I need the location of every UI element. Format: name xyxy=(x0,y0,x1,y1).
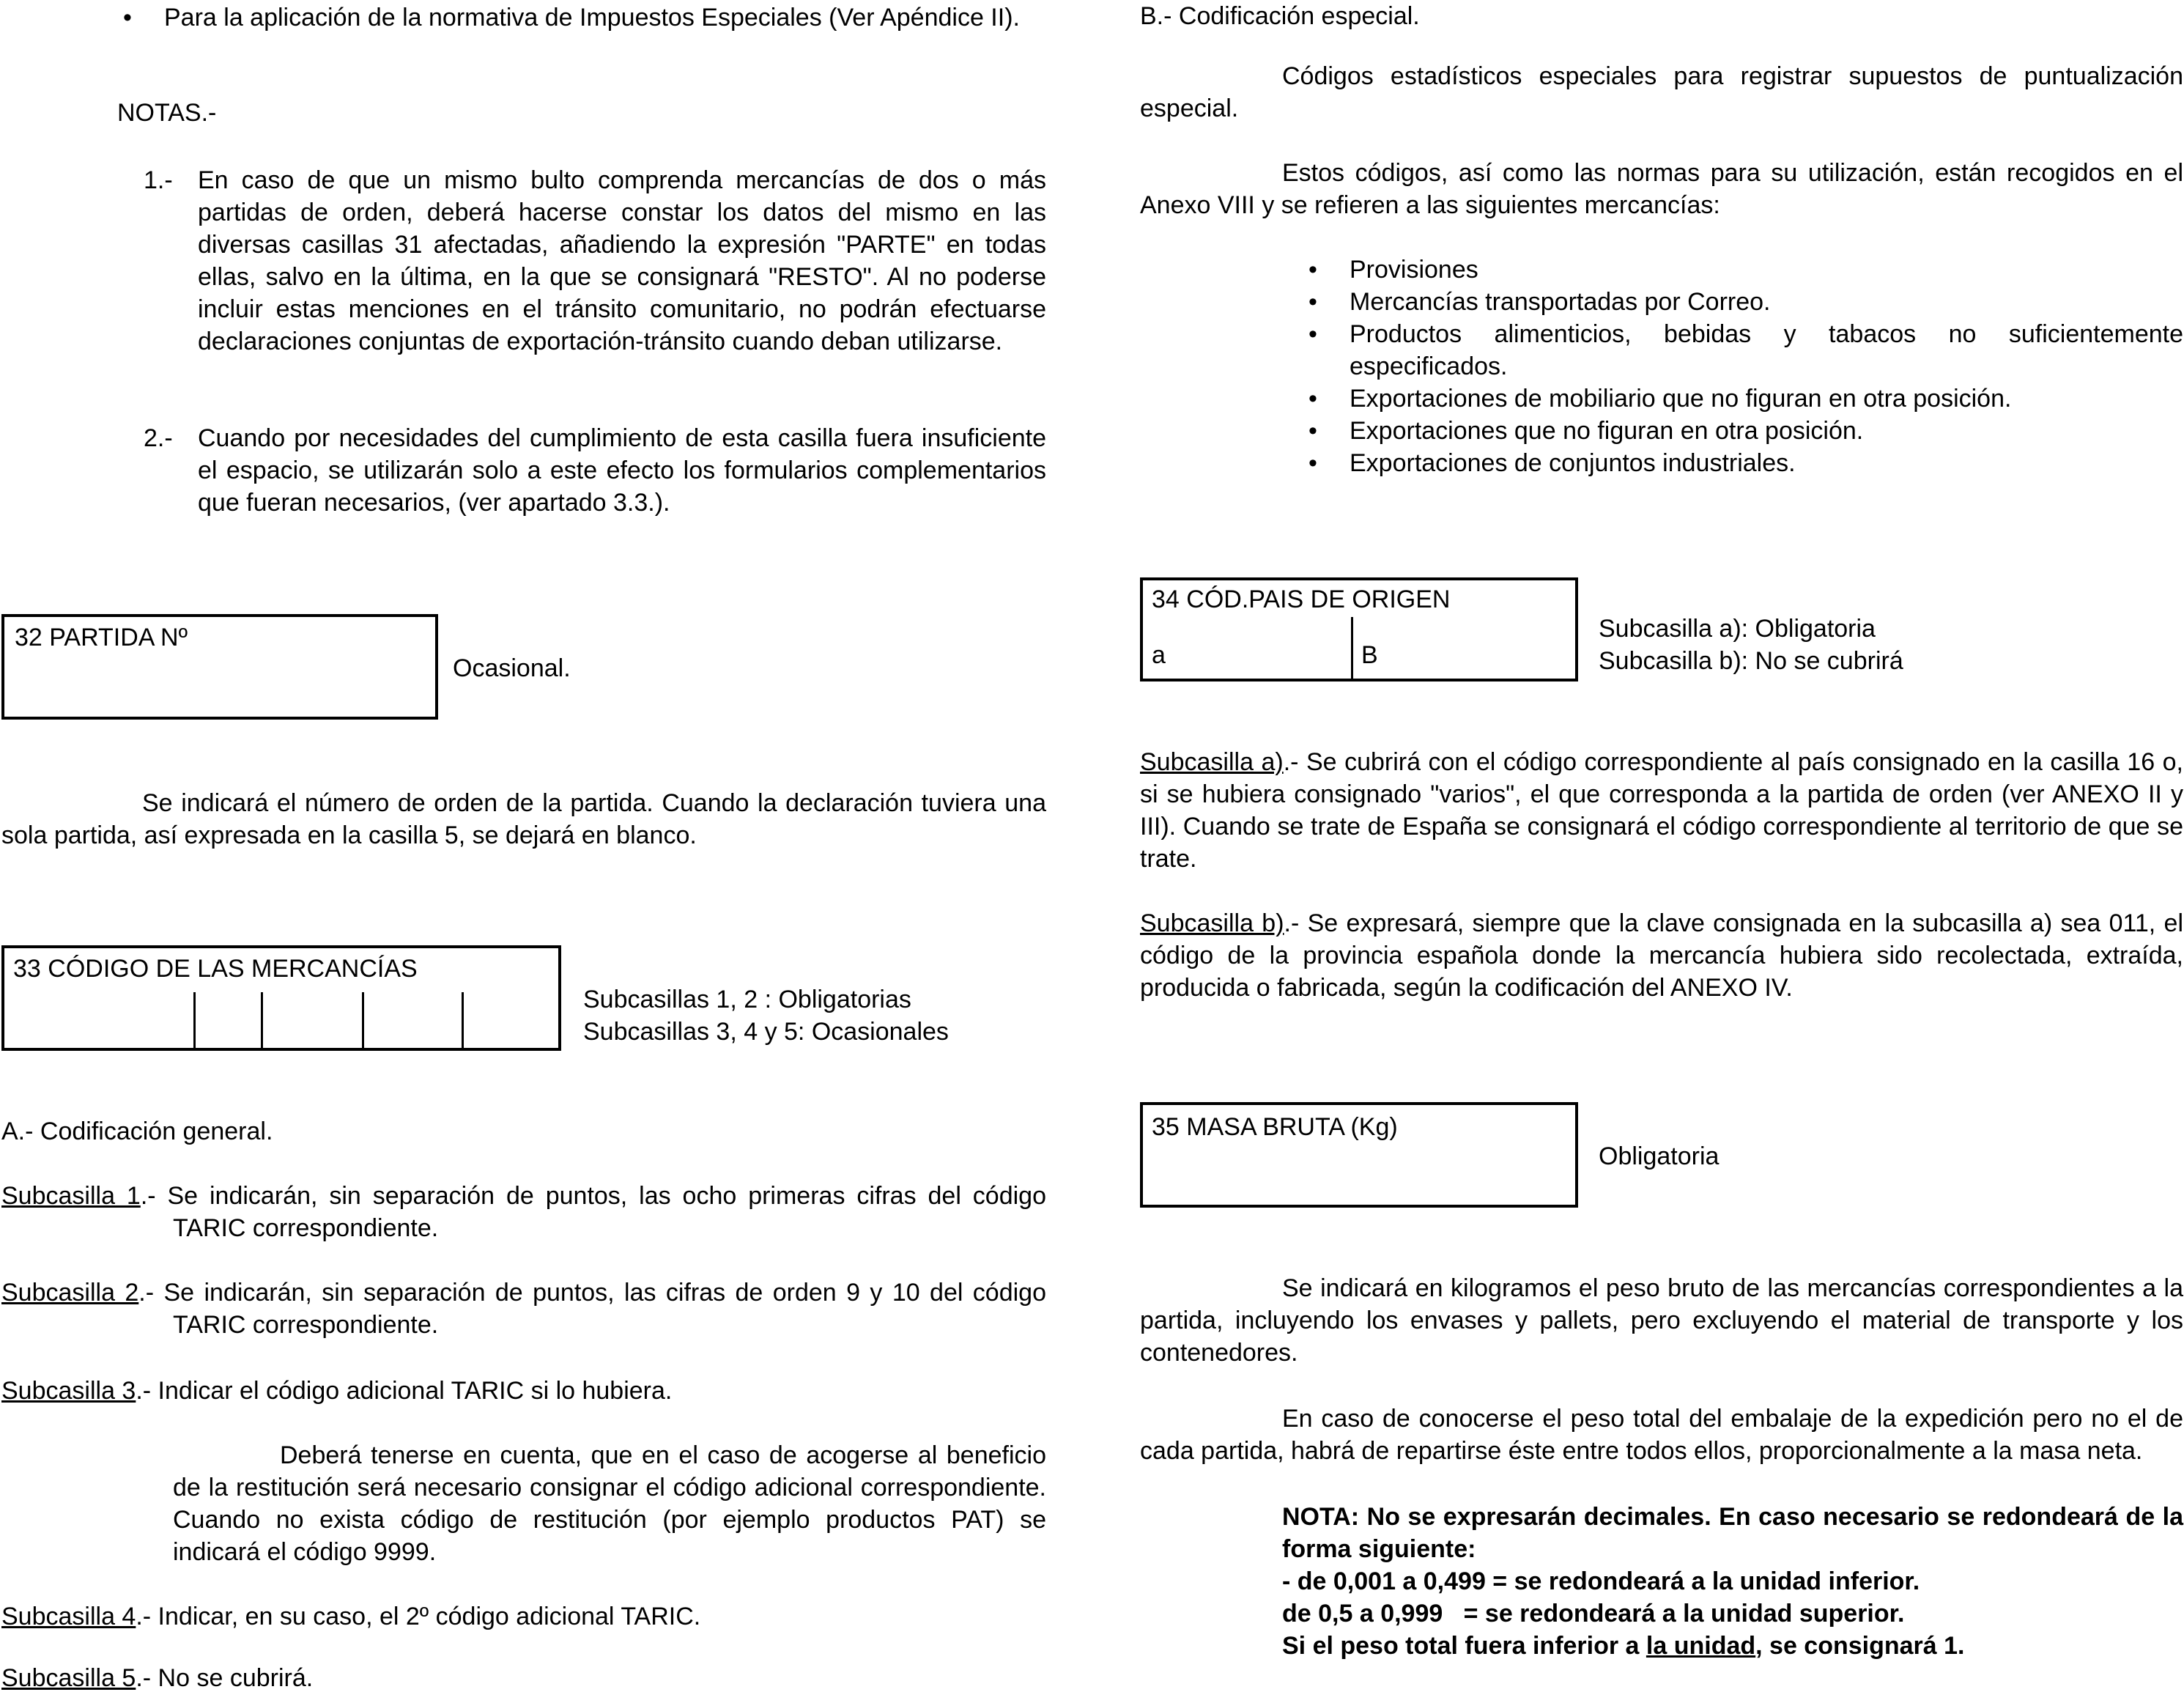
box-34-status-1: Subcasilla a): Obligatoria xyxy=(1599,615,1876,643)
box-34-subcasilla-a: a xyxy=(1152,641,1166,669)
nota-line-2: - de 0,001 a 0,499 = se redondeará a la unidad inferior. xyxy=(1282,1567,1920,1595)
mercancias-list xyxy=(1308,254,2183,479)
note1-text: En caso de que un mismo bulto comprenda mercancías de dos o más partidas de orden, deberá hacerse constar los datos del mismo en las diversas casillas 31 afectadas, añadiendo la expresión "PARTE" en todas ellas, salvo en la última, en la que se consignará "RESTO". Al no poderse incluir estas menciones en el tránsito comunitario, no podrán efectuarse declaraciones conjuntas de exportación-tránsito cuando deban utilizarse. xyxy=(198,166,1046,355)
box-33-divider-1 xyxy=(193,992,196,1048)
subcasilla-3-paragraph: Deberá tenerse en cuenta, que en el caso de acogerse al beneficio de la restitución será necesario consignar el código adicional correspondiente. Cuando no exista código de restitución (por ejemplo productos PAT) se indicará el código 9999. xyxy=(173,1441,1046,1566)
subcasilla-4-text: .- Indicar, en su caso, el 2º código adicional TARIC. xyxy=(136,1603,701,1630)
subcasilla-b-label: Subcasilla b) xyxy=(1140,909,1284,937)
nota-line-4-unidad: la unidad xyxy=(1646,1632,1756,1660)
box-35-status: Obligatoria xyxy=(1599,1142,1720,1170)
mercancias-list-item: • Exportaciones de mobiliario que no figuran en otra posición. xyxy=(1308,383,2183,415)
subcasilla-3-text: .- Indicar el código adicional TARIC si lo hubiera. xyxy=(136,1377,673,1405)
subcasilla-a-text: .- Se cubrirá con el código correspondiente al país consignado en la casilla 16 o, si se hubiera consignado "varios", el que corresponda a la partida de orden (ver ANEXO II y III). Cuando se trate de España se consignará el código correspondiente al territorio de que se trate. xyxy=(1140,748,2183,873)
nota-line-4 xyxy=(1282,1630,2183,1662)
codigos-especiales-paragraph: Códigos estadísticos especiales para registrar supuestos de puntualización especial. xyxy=(1140,62,2183,122)
box-34-status-2: Subcasilla b): No se cubrirá xyxy=(1599,647,1903,675)
mercancias-list-item: • Exportaciones que no figuran en otra posición. xyxy=(1308,415,2183,447)
note1-number: 1.- xyxy=(144,166,173,194)
mercancias-list-item: • Provisiones xyxy=(1308,254,2183,286)
mercancias-list-item: • Mercancías transportadas por Correo. xyxy=(1308,286,2183,318)
nota-line-4-post: , se consignará 1. xyxy=(1755,1632,1965,1660)
subcasilla-3-label: Subcasilla 3 xyxy=(1,1377,136,1405)
box-32-title: 32 PARTIDA Nº xyxy=(15,624,188,651)
box-32-partida xyxy=(1,614,438,720)
subcasilla-5-text: .- No se cubrirá. xyxy=(136,1664,314,1692)
subcasilla-2-text: .- Se indicarán, sin separación de puntos, las cifras de orden 9 y 10 del código TARIC correspondiente. xyxy=(138,1279,1046,1339)
codificacion-general-heading: A.- Codificación general. xyxy=(1,1118,273,1145)
box-33-divider-4 xyxy=(462,992,464,1048)
box-32-status: Ocasional. xyxy=(453,654,571,682)
masa-bruta-paragraph-1: Se indicará en kilogramos el peso bruto de las mercancías correspondientes a la partida, incluyendo los envases y pallets, pero excluyendo el material de transporte y los contenedores. xyxy=(1140,1274,2183,1367)
subcasilla-1-label: Subcasilla 1 xyxy=(1,1182,141,1210)
note2-text: Cuando por necesidades del cumplimiento de esta casilla fuera insuficiente el espacio, se utilizarán solo a este efecto los formularios complementarios que fueran necesarios, (ver apartado 3.3.). xyxy=(198,424,1046,517)
subcasilla-a-label: Subcasilla a) xyxy=(1140,748,1284,776)
box-33-status-2: Subcasillas 3, 4 y 5: Ocasionales xyxy=(583,1018,949,1046)
box-33-divider-3 xyxy=(362,992,364,1048)
mercancias-list-item: • Exportaciones de conjuntos industriales. xyxy=(1308,447,2183,479)
subcasilla-2-label: Subcasilla 2 xyxy=(1,1279,139,1307)
subcasilla-5-label: Subcasilla 5 xyxy=(1,1664,136,1692)
subcasilla-a-paragraph xyxy=(1140,746,2183,875)
subcasilla-2-entry xyxy=(1,1277,1046,1341)
nota-line-1: NOTA: No se expresarán decimales. En caso necesario se redondeará de la forma siguiente: xyxy=(1282,1503,2183,1563)
estos-codigos-paragraph: Estos códigos, así como las normas para su utilización, están recogidos en el Anexo VIII y se refieren a las siguientes mercancías: xyxy=(1140,159,2183,219)
subcasilla-1-entry xyxy=(1,1180,1046,1244)
nota-line-4-pre: Si el peso total fuera inferior a xyxy=(1282,1632,1646,1660)
box-33-status-1: Subcasillas 1, 2 : Obligatorias xyxy=(583,986,911,1013)
box-35-masa-bruta xyxy=(1140,1102,1578,1208)
box-34-divider xyxy=(1351,617,1353,679)
intro-bullet-item: • Para la aplicación de la normativa de Impuestos Especiales (Ver Apéndice II). xyxy=(123,1,1046,34)
subcasilla-4-label: Subcasilla 4 xyxy=(1,1603,136,1630)
subcasilla-b-paragraph xyxy=(1140,907,2183,1004)
box-34-title: 34 CÓD.PAIS DE ORIGEN xyxy=(1152,585,1451,613)
codificacion-especial-heading: B.- Codificación especial. xyxy=(1140,2,1420,30)
notas-heading: NOTAS.- xyxy=(117,99,217,127)
subcasilla-5-entry xyxy=(1,1662,313,1694)
box-33-title: 33 CÓDIGO DE LAS MERCANCÍAS xyxy=(13,955,418,983)
box-32-description: Se indicará el número de orden de la partida. Cuando la declaración tuviera una sola partida, así expresada en la casilla 5, se dejará en blanco. xyxy=(1,789,1046,849)
mercancias-list-item: • Productos alimenticios, bebidas y tabacos no suficientemente especificados. xyxy=(1308,318,2183,383)
masa-bruta-paragraph-2: En caso de conocerse el peso total del embalaje de la expedición pero no el de cada partida, habrá de repartirse éste entre todos ellos, proporcionalmente a la masa neta. xyxy=(1140,1405,2183,1465)
box-33-divider-2 xyxy=(261,992,263,1048)
nota-line-3: de 0,5 a 0,999 = se redondeará a la unidad superior. xyxy=(1282,1600,1905,1628)
subcasilla-4-entry xyxy=(1,1600,700,1633)
box-33-codigo-mercancias xyxy=(1,945,561,1051)
nota-redondeo xyxy=(1282,1501,2183,1662)
subcasilla-3-entry xyxy=(1,1375,672,1407)
subcasilla-b-text: .- Se expresará, siempre que la clave consignada en la subcasilla a) sea 011, el código de la provincia española donde la mercancía hubiera sido recolectada, extraída, producida o fabricada, según la codificación del ANEXO IV. xyxy=(1140,909,2184,1002)
box-34-pais-origen xyxy=(1140,577,1578,681)
box-34-subcasilla-b: B xyxy=(1361,641,1378,669)
intro-bullet-list xyxy=(123,1,1046,34)
box-35-title: 35 MASA BRUTA (Kg) xyxy=(1152,1113,1398,1141)
subcasilla-1-text: .- Se indicarán, sin separación de puntos, las ocho primeras cifras del código TARIC correspondiente. xyxy=(140,1182,1046,1242)
note2-number: 2.- xyxy=(144,424,173,452)
